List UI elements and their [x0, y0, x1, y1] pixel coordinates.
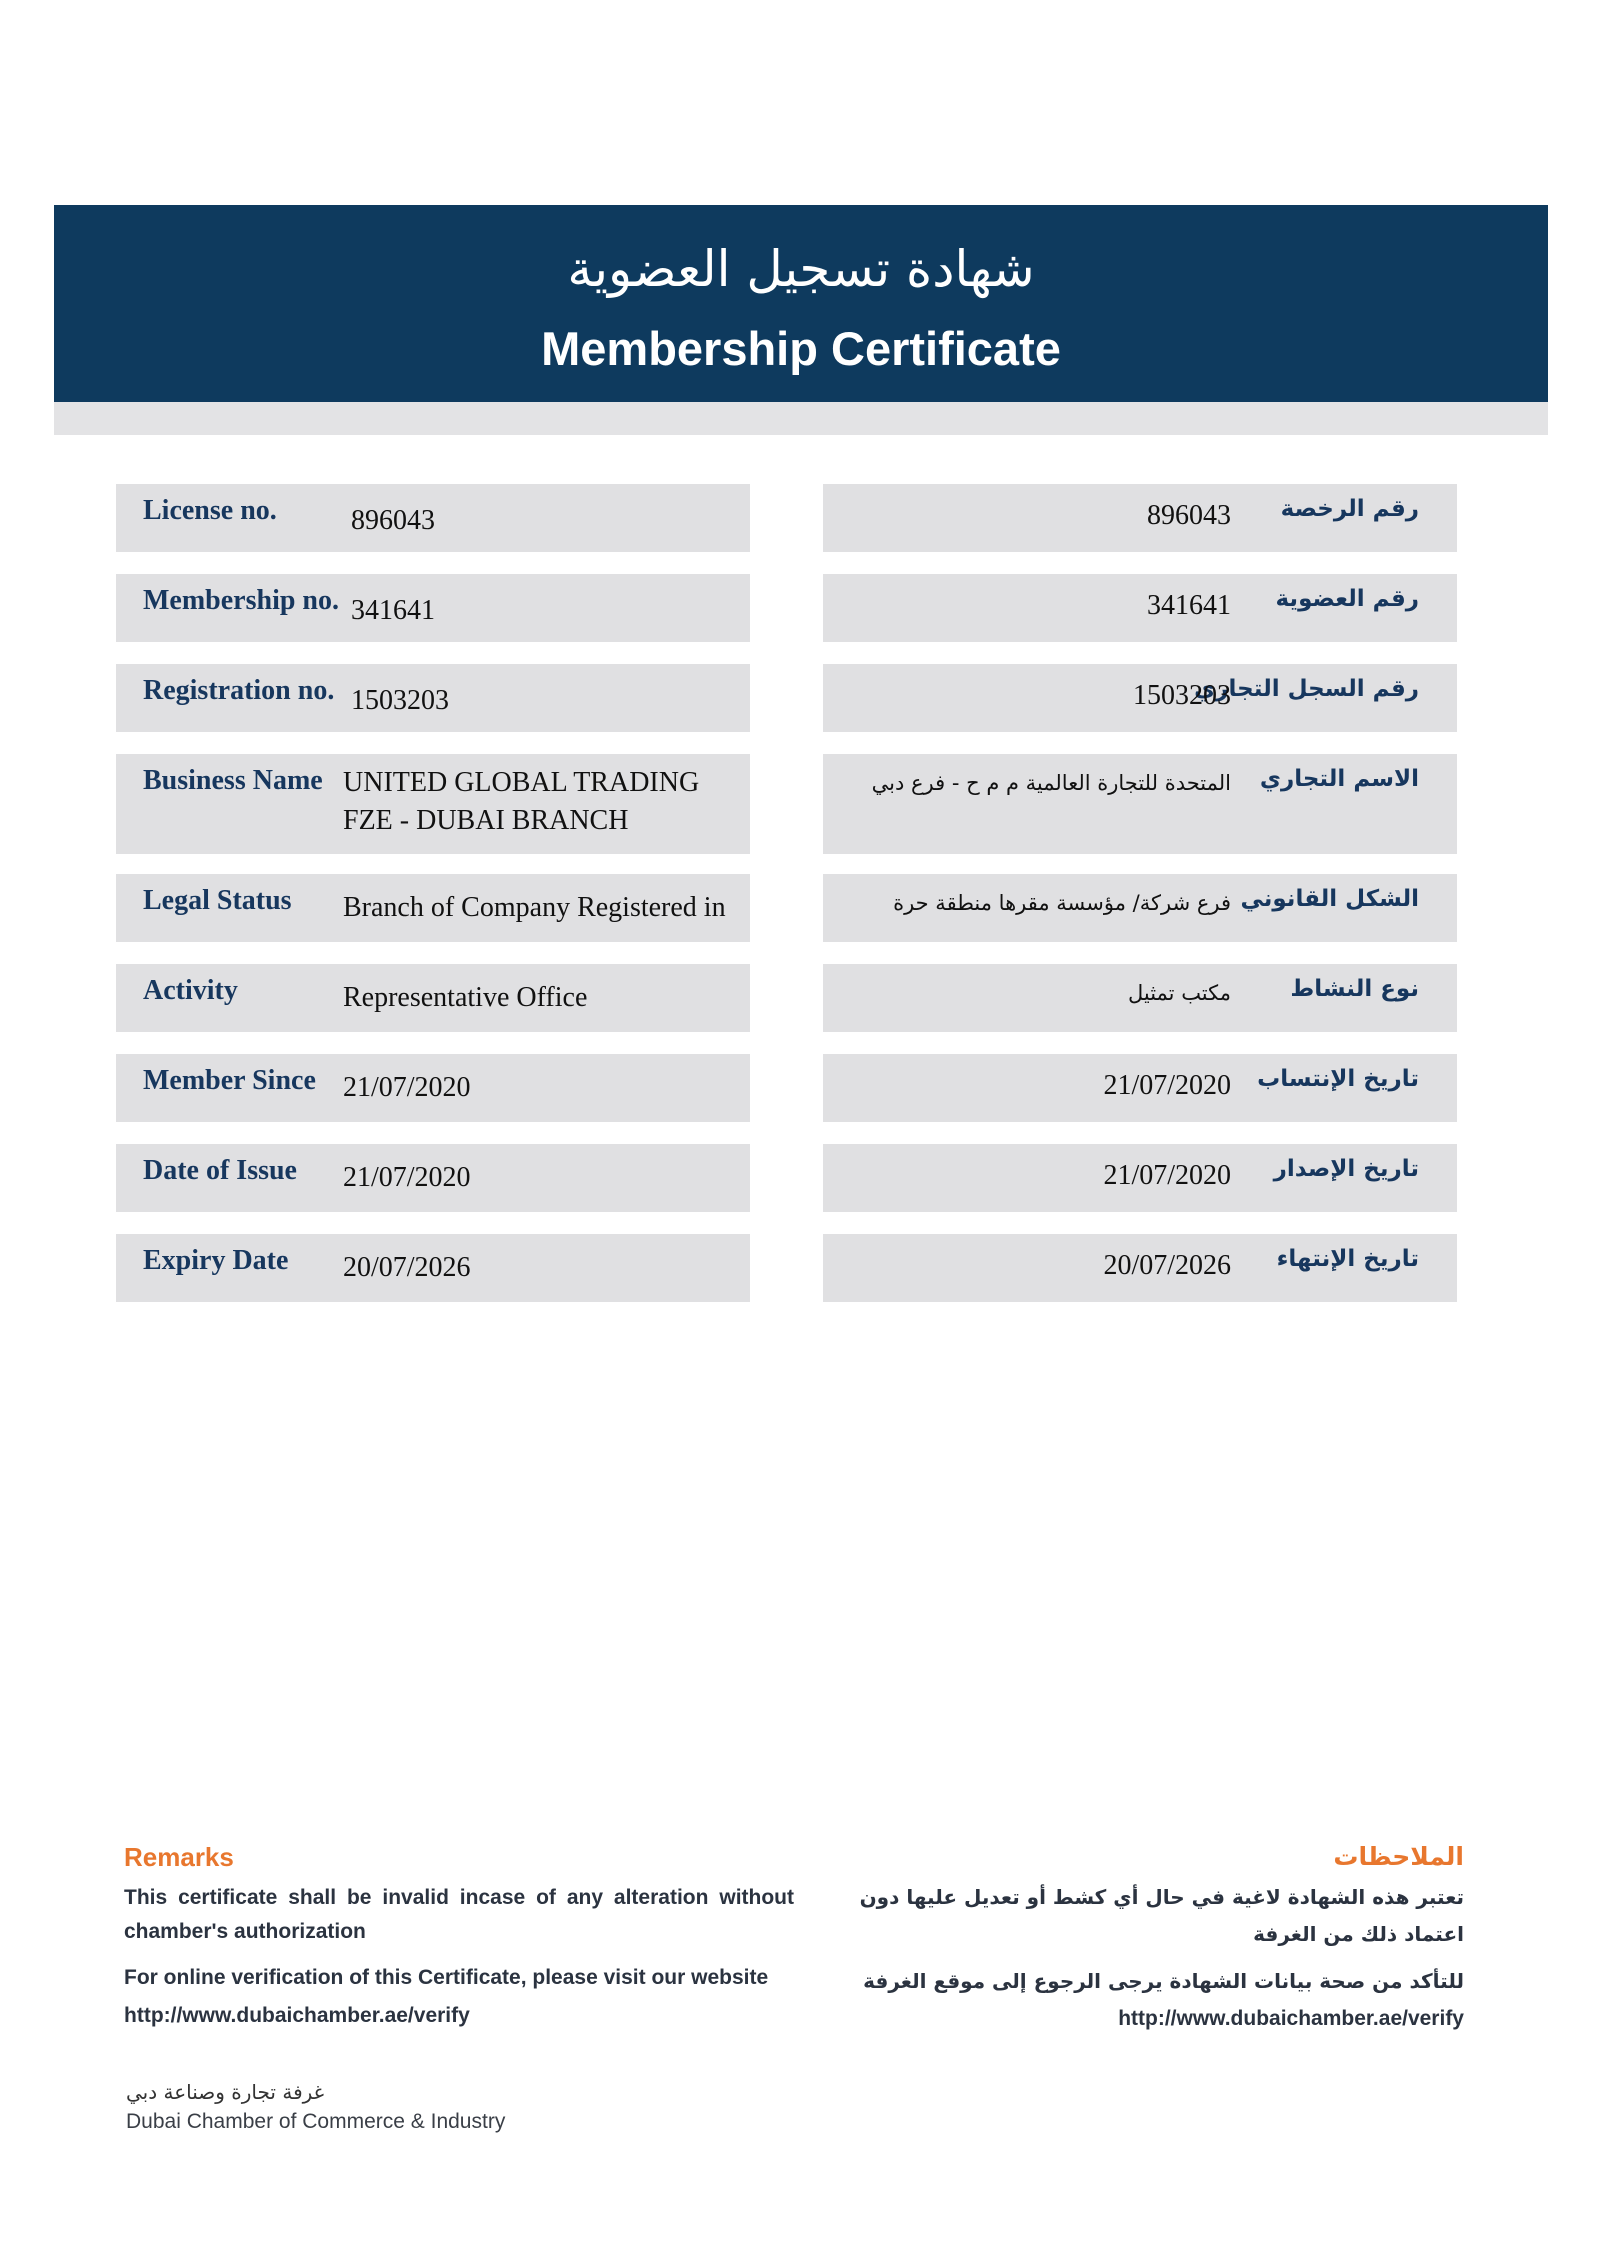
field-row-business-name-ar: [823, 754, 1457, 854]
certificate-header: [54, 205, 1548, 402]
logo-english-name: Dubai Chamber of Commerce & Industry: [126, 2110, 506, 2133]
field-value-ar: 1503203: [1133, 680, 1231, 711]
field-row-date-of-issue-ar: [823, 1144, 1457, 1212]
field-value: 341641: [351, 595, 435, 626]
field-label-ar: تاريخ الإنتهاء: [1276, 1246, 1419, 1272]
chamber-logo: [126, 2080, 505, 2134]
field-value: 896043: [351, 505, 435, 536]
field-label: Member Since: [143, 1065, 316, 1096]
field-row-date-of-issue: [116, 1144, 750, 1212]
field-label-ar: رقم العضوية: [1275, 586, 1419, 612]
field-row-registration: [116, 664, 750, 732]
field-value: 21/07/2020: [343, 1162, 471, 1193]
field-row-member-since-ar: [823, 1054, 1457, 1122]
verify-link[interactable]: http://www.dubaichamber.ae/verify: [124, 2004, 470, 2027]
remark-verify-text-ar: للتأكد من صحة بيانات الشهادة يرجى الرجوع إلى موقع الغرفة: [863, 1969, 1464, 1993]
field-label: Legal Status: [143, 885, 292, 916]
field-value-ar: 21/07/2020: [1103, 1070, 1231, 1101]
field-row-expiry-date: [116, 1234, 750, 1302]
field-label-ar: تاريخ الإصدار: [1273, 1156, 1419, 1182]
field-row-license: [116, 484, 750, 552]
field-row-membership-ar: [823, 574, 1457, 642]
title-arabic: شهادة تسجيل العضوية: [567, 240, 1035, 298]
field-value: UNITED GLOBAL TRADING FZE - DUBAI BRANCH: [343, 767, 700, 836]
field-label: Business Name: [143, 765, 323, 796]
field-row-activity: [116, 964, 750, 1032]
field-label-ar: رقم الرخصة: [1280, 496, 1419, 522]
field-label-ar: الاسم التجاري: [1259, 766, 1419, 792]
remarks-title-ar: الملاحظات: [1333, 1842, 1464, 1871]
field-label: License no.: [143, 495, 277, 526]
arabic-fields: [823, 484, 1457, 1324]
remarks-title: Remarks: [124, 1842, 234, 1872]
field-value: 20/07/2026: [343, 1252, 471, 1283]
title-english: Membership Certificate: [541, 322, 1061, 375]
field-value-ar: المتحدة للتجارة العالمية م م ح - فرع دبي: [871, 771, 1231, 795]
field-row-legal-status-ar: [823, 874, 1457, 942]
verify-link-ar[interactable]: http://www.dubaichamber.ae/verify: [1118, 2007, 1464, 2030]
field-value: Representative Office: [343, 982, 588, 1013]
english-fields: [116, 484, 750, 1324]
remark-invalid-text: This certificate shall be invalid incase of any alteration without chamber's authorization: [124, 1886, 794, 1943]
header-band: [54, 402, 1548, 435]
field-label-ar: تاريخ الإنتساب: [1257, 1066, 1419, 1092]
field-row-license-ar: [823, 484, 1457, 552]
field-row-registration-ar: [823, 664, 1457, 732]
remark-invalid-text-ar: تعتبر هذه الشهادة لاغية في حال أي كشط أو تعديل عليها دون اعتماد ذلك من الغرفة: [859, 1885, 1464, 1946]
field-label: Membership no.: [143, 585, 339, 616]
field-label: Activity: [143, 975, 238, 1006]
remarks-arabic: [824, 1842, 1464, 2038]
field-row-business-name: [116, 754, 750, 854]
logo-arabic-name: غرفة تجارة وصناعة دبي: [126, 2080, 325, 2104]
field-value-ar: 896043: [1147, 500, 1231, 531]
field-row-expiry-date-ar: [823, 1234, 1457, 1302]
field-value: Branch of Company Registered in: [343, 892, 726, 923]
field-row-activity-ar: [823, 964, 1457, 1032]
field-value-ar: 21/07/2020: [1103, 1160, 1231, 1191]
remarks-english: [124, 1842, 794, 2035]
field-value: 1503203: [351, 685, 449, 716]
field-value-ar: فرع شركة/ مؤسسة مقرها منطقة حرة: [893, 891, 1231, 915]
field-row-member-since: [116, 1054, 750, 1122]
remark-verify-text: For online verification of this Certificate, please visit our website: [124, 1966, 769, 1989]
field-label-ar: الشكل القانوني: [1240, 886, 1419, 912]
field-label-ar: نوع النشاط: [1290, 976, 1419, 1002]
field-label: Registration no.: [143, 675, 335, 706]
field-label: Date of Issue: [143, 1155, 297, 1186]
field-value-ar: مكتب تمثيل: [1127, 981, 1231, 1005]
field-row-membership: [116, 574, 750, 642]
field-label-ar: رقم السجل التجاري: [1194, 676, 1419, 702]
field-value: 21/07/2020: [343, 1072, 471, 1103]
field-label: Expiry Date: [143, 1245, 289, 1276]
field-row-legal-status: [116, 874, 750, 942]
field-value-ar: 341641: [1147, 590, 1231, 621]
field-value-ar: 20/07/2026: [1103, 1250, 1231, 1281]
